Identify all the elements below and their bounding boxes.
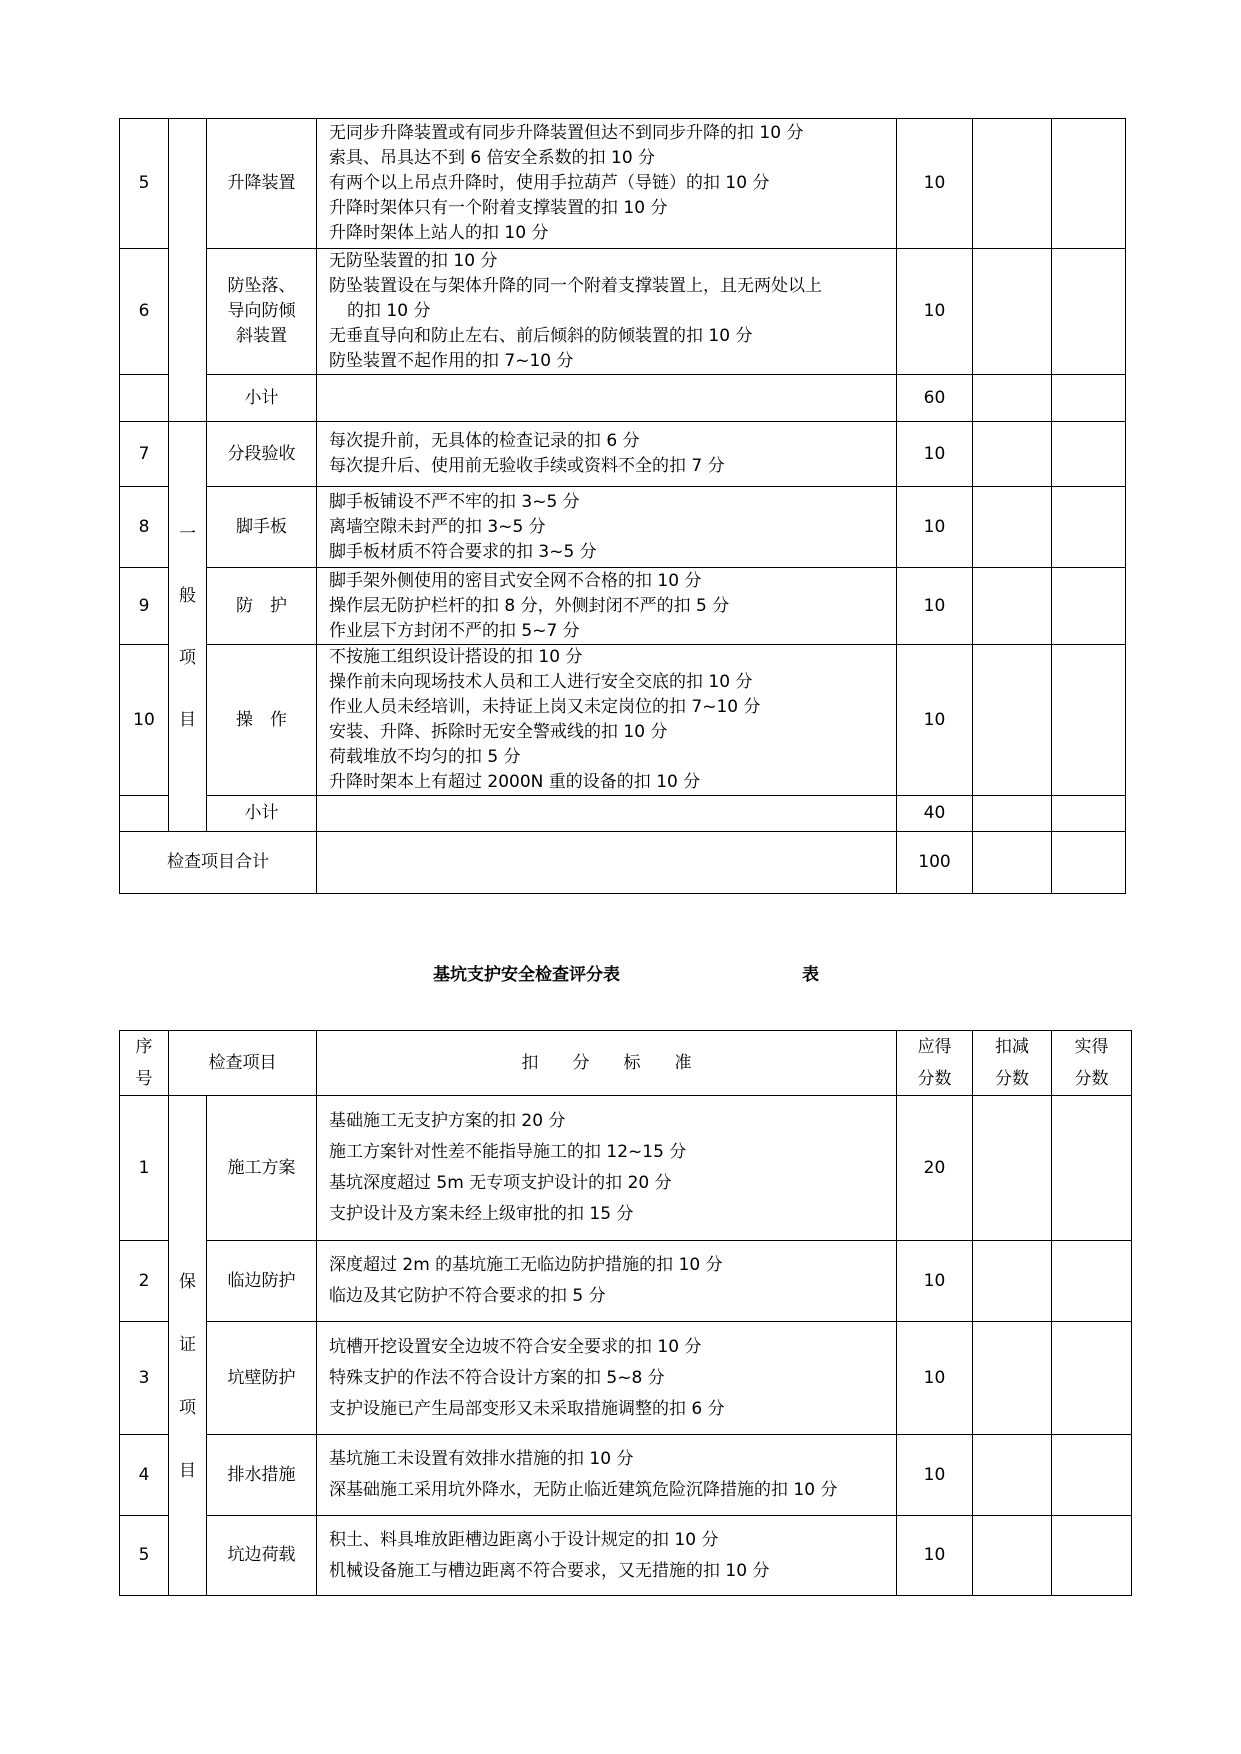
table-row <box>120 119 1126 249</box>
deducted-score-cell[interactable] <box>973 832 1052 894</box>
row-number: 3 <box>120 1322 169 1435</box>
deduction-criteria: 脚手架外侧使用的密目式安全网不合格的扣 10 分 操作层无防护栏杆的扣 8 分，外侧封闭不严的扣 5 分 作业层下方封闭不严的扣 5~7 分 <box>317 568 897 645</box>
header-check-item: 检查项目 <box>169 1031 317 1096</box>
row-number: 1 <box>120 1096 169 1241</box>
row-number: 8 <box>120 487 169 568</box>
check-item: 升降装置 <box>207 119 317 249</box>
deduction-criteria <box>317 375 897 422</box>
row-number: 4 <box>120 1435 169 1516</box>
foundation-pit-score-table <box>119 1030 1132 1596</box>
subtotal-label: 小计 <box>207 796 317 832</box>
total-row <box>120 832 1126 894</box>
subtotal-row <box>120 375 1126 422</box>
table-row <box>120 1516 1132 1596</box>
table-row <box>120 422 1126 487</box>
deducted-score-cell[interactable] <box>973 1435 1052 1516</box>
group-cell-guarantee: 保 证 项 目 <box>169 1096 207 1596</box>
check-item: 坑壁防护 <box>207 1322 317 1435</box>
actual-score-cell[interactable] <box>1052 645 1126 796</box>
deducted-score-cell[interactable] <box>973 375 1052 422</box>
deducted-score-cell[interactable] <box>973 1096 1052 1241</box>
table-header-row <box>120 1031 1132 1096</box>
subtotal-score: 40 <box>897 796 973 832</box>
actual-score-cell[interactable] <box>1052 249 1126 375</box>
deduction-criteria: 积土、料具堆放距槽边距离小于设计规定的扣 10 分 机械设备施工与槽边距离不符合要求，又无措施的扣 10 分 <box>317 1516 897 1596</box>
row-number: 7 <box>120 422 169 487</box>
actual-score-cell[interactable] <box>1052 422 1126 487</box>
check-item: 施工方案 <box>207 1096 317 1241</box>
check-item: 操 作 <box>207 645 317 796</box>
row-number: 10 <box>120 645 169 796</box>
table-row <box>120 1096 1132 1241</box>
deduction-criteria: 脚手板铺设不严不牢的扣 3~5 分 离墙空隙未封严的扣 3~5 分 脚手板材质不符合要求的扣 3~5 分 <box>317 487 897 568</box>
row-number: 9 <box>120 568 169 645</box>
deduction-criteria: 基坑施工未设置有效排水措施的扣 10 分 深基础施工采用坑外降水，无防止临近建筑危险沉降措施的扣 10 分 <box>317 1435 897 1516</box>
deduction-criteria: 每次提升前，无具体的检查记录的扣 6 分 每次提升后、使用前无验收手续或资料不全的扣 7 分 <box>317 422 897 487</box>
max-score: 10 <box>897 487 973 568</box>
header-max-score: 应得 分数 <box>897 1031 973 1096</box>
deduction-criteria <box>317 796 897 832</box>
deducted-score-cell[interactable] <box>973 1322 1052 1435</box>
row-number <box>120 375 169 422</box>
row-number: 5 <box>120 119 169 249</box>
row-number <box>120 796 169 832</box>
deducted-score-cell[interactable] <box>973 119 1052 249</box>
max-score: 10 <box>897 249 973 375</box>
table-row <box>120 487 1126 568</box>
table-title <box>0 960 1241 990</box>
table-row <box>120 568 1126 645</box>
deduction-criteria: 无防坠装置的扣 10 分 防坠装置设在与架体升降的同一个附着支撑装置上，且无两处以上 的扣 10 分 无垂直导向和防止左右、前后倾斜的防倾装置的扣 10 分 防坠装置不起作用的扣 7~10 分 <box>317 249 897 375</box>
actual-score-cell[interactable] <box>1052 375 1126 422</box>
deducted-score-cell[interactable] <box>973 796 1052 832</box>
row-number: 6 <box>120 249 169 375</box>
total-label: 检查项目合计 <box>120 832 317 894</box>
check-item: 分段验收 <box>207 422 317 487</box>
header-deduction-criteria: 扣 分 标 准 <box>317 1031 897 1096</box>
actual-score-cell[interactable] <box>1052 119 1126 249</box>
table-row <box>120 1435 1132 1516</box>
max-score: 10 <box>897 1435 973 1516</box>
deduction-criteria: 无同步升降装置或有同步升降装置但达不到同步升降的扣 10 分 索具、吊具达不到 6 倍安全系数的扣 10 分 有两个以上吊点升降时，使用手拉葫芦（导链）的扣 10 分 升降时架体只有一个附着支撑装置的扣 10 分 升降时架体上站人的扣 10 分 <box>317 119 897 249</box>
table-row <box>120 1322 1132 1435</box>
actual-score-cell[interactable] <box>1052 1322 1132 1435</box>
check-item: 临边防护 <box>207 1241 317 1322</box>
table-row <box>120 249 1126 375</box>
deducted-score-cell[interactable] <box>973 422 1052 487</box>
deducted-score-cell[interactable] <box>973 249 1052 375</box>
row-number: 2 <box>120 1241 169 1322</box>
table-title-suffix: 表 <box>802 965 819 985</box>
group-cell-general: 一 般 项 目 <box>169 422 207 832</box>
scaffold-score-table-continued <box>119 118 1126 894</box>
check-item: 排水措施 <box>207 1435 317 1516</box>
actual-score-cell[interactable] <box>1052 1435 1132 1516</box>
table-row <box>120 645 1126 796</box>
actual-score-cell[interactable] <box>1052 796 1126 832</box>
actual-score-cell[interactable] <box>1052 568 1126 645</box>
check-item: 防 护 <box>207 568 317 645</box>
table-row <box>120 1241 1132 1322</box>
subtotal-row <box>120 796 1126 832</box>
actual-score-cell[interactable] <box>1052 1241 1132 1322</box>
actual-score-cell[interactable] <box>1052 487 1126 568</box>
max-score: 10 <box>897 645 973 796</box>
max-score: 10 <box>897 1241 973 1322</box>
deduction-criteria <box>317 832 897 894</box>
deducted-score-cell[interactable] <box>973 645 1052 796</box>
group-cell-guarantee-continued <box>169 119 207 422</box>
deduction-criteria: 坑槽开挖设置安全边坡不符合安全要求的扣 10 分 特殊支护的作法不符合设计方案的扣 5~8 分 支护设施已产生局部变形又未采取措施调整的扣 6 分 <box>317 1322 897 1435</box>
check-item: 坑边荷载 <box>207 1516 317 1596</box>
actual-score-cell[interactable] <box>1052 1516 1132 1596</box>
total-score: 100 <box>897 832 973 894</box>
actual-score-cell[interactable] <box>1052 1096 1132 1241</box>
max-score: 10 <box>897 422 973 487</box>
check-item: 防坠落、 导向防倾 斜装置 <box>207 249 317 375</box>
max-score: 10 <box>897 119 973 249</box>
check-item: 脚手板 <box>207 487 317 568</box>
max-score: 10 <box>897 568 973 645</box>
deducted-score-cell[interactable] <box>973 1241 1052 1322</box>
header-deducted-score: 扣减 分数 <box>973 1031 1052 1096</box>
deducted-score-cell[interactable] <box>973 1516 1052 1596</box>
max-score: 10 <box>897 1516 973 1596</box>
actual-score-cell[interactable] <box>1052 832 1126 894</box>
deducted-score-cell[interactable] <box>973 487 1052 568</box>
header-actual-score: 实得 分数 <box>1052 1031 1132 1096</box>
row-number: 5 <box>120 1516 169 1596</box>
subtotal-score: 60 <box>897 375 973 422</box>
deduction-criteria: 基础施工无支护方案的扣 20 分 施工方案针对性差不能指导施工的扣 12~15 分 基坑深度超过 5m 无专项支护设计的扣 20 分 支护设计及方案未经上级审批的扣 15 分 <box>317 1096 897 1241</box>
header-serial-number: 序 号 <box>120 1031 169 1096</box>
max-score: 20 <box>897 1096 973 1241</box>
deduction-criteria: 不按施工组织设计搭设的扣 10 分 操作前未向现场技术人员和工人进行安全交底的扣 10 分 作业人员未经培训，未持证上岗又未定岗位的扣 7~10 分 安装、升降、拆除时无安全警戒线的扣 10 分 荷载堆放不均匀的扣 5 分 升降时架本上有超过 2000N 重的设备的扣 10 分 <box>317 645 897 796</box>
max-score: 10 <box>897 1322 973 1435</box>
subtotal-label: 小计 <box>207 375 317 422</box>
deducted-score-cell[interactable] <box>973 568 1052 645</box>
table-title-main: 基坑支护安全检查评分表 <box>433 965 620 985</box>
deduction-criteria: 深度超过 2m 的基坑施工无临边防护措施的扣 10 分 临边及其它防护不符合要求的扣 5 分 <box>317 1241 897 1322</box>
